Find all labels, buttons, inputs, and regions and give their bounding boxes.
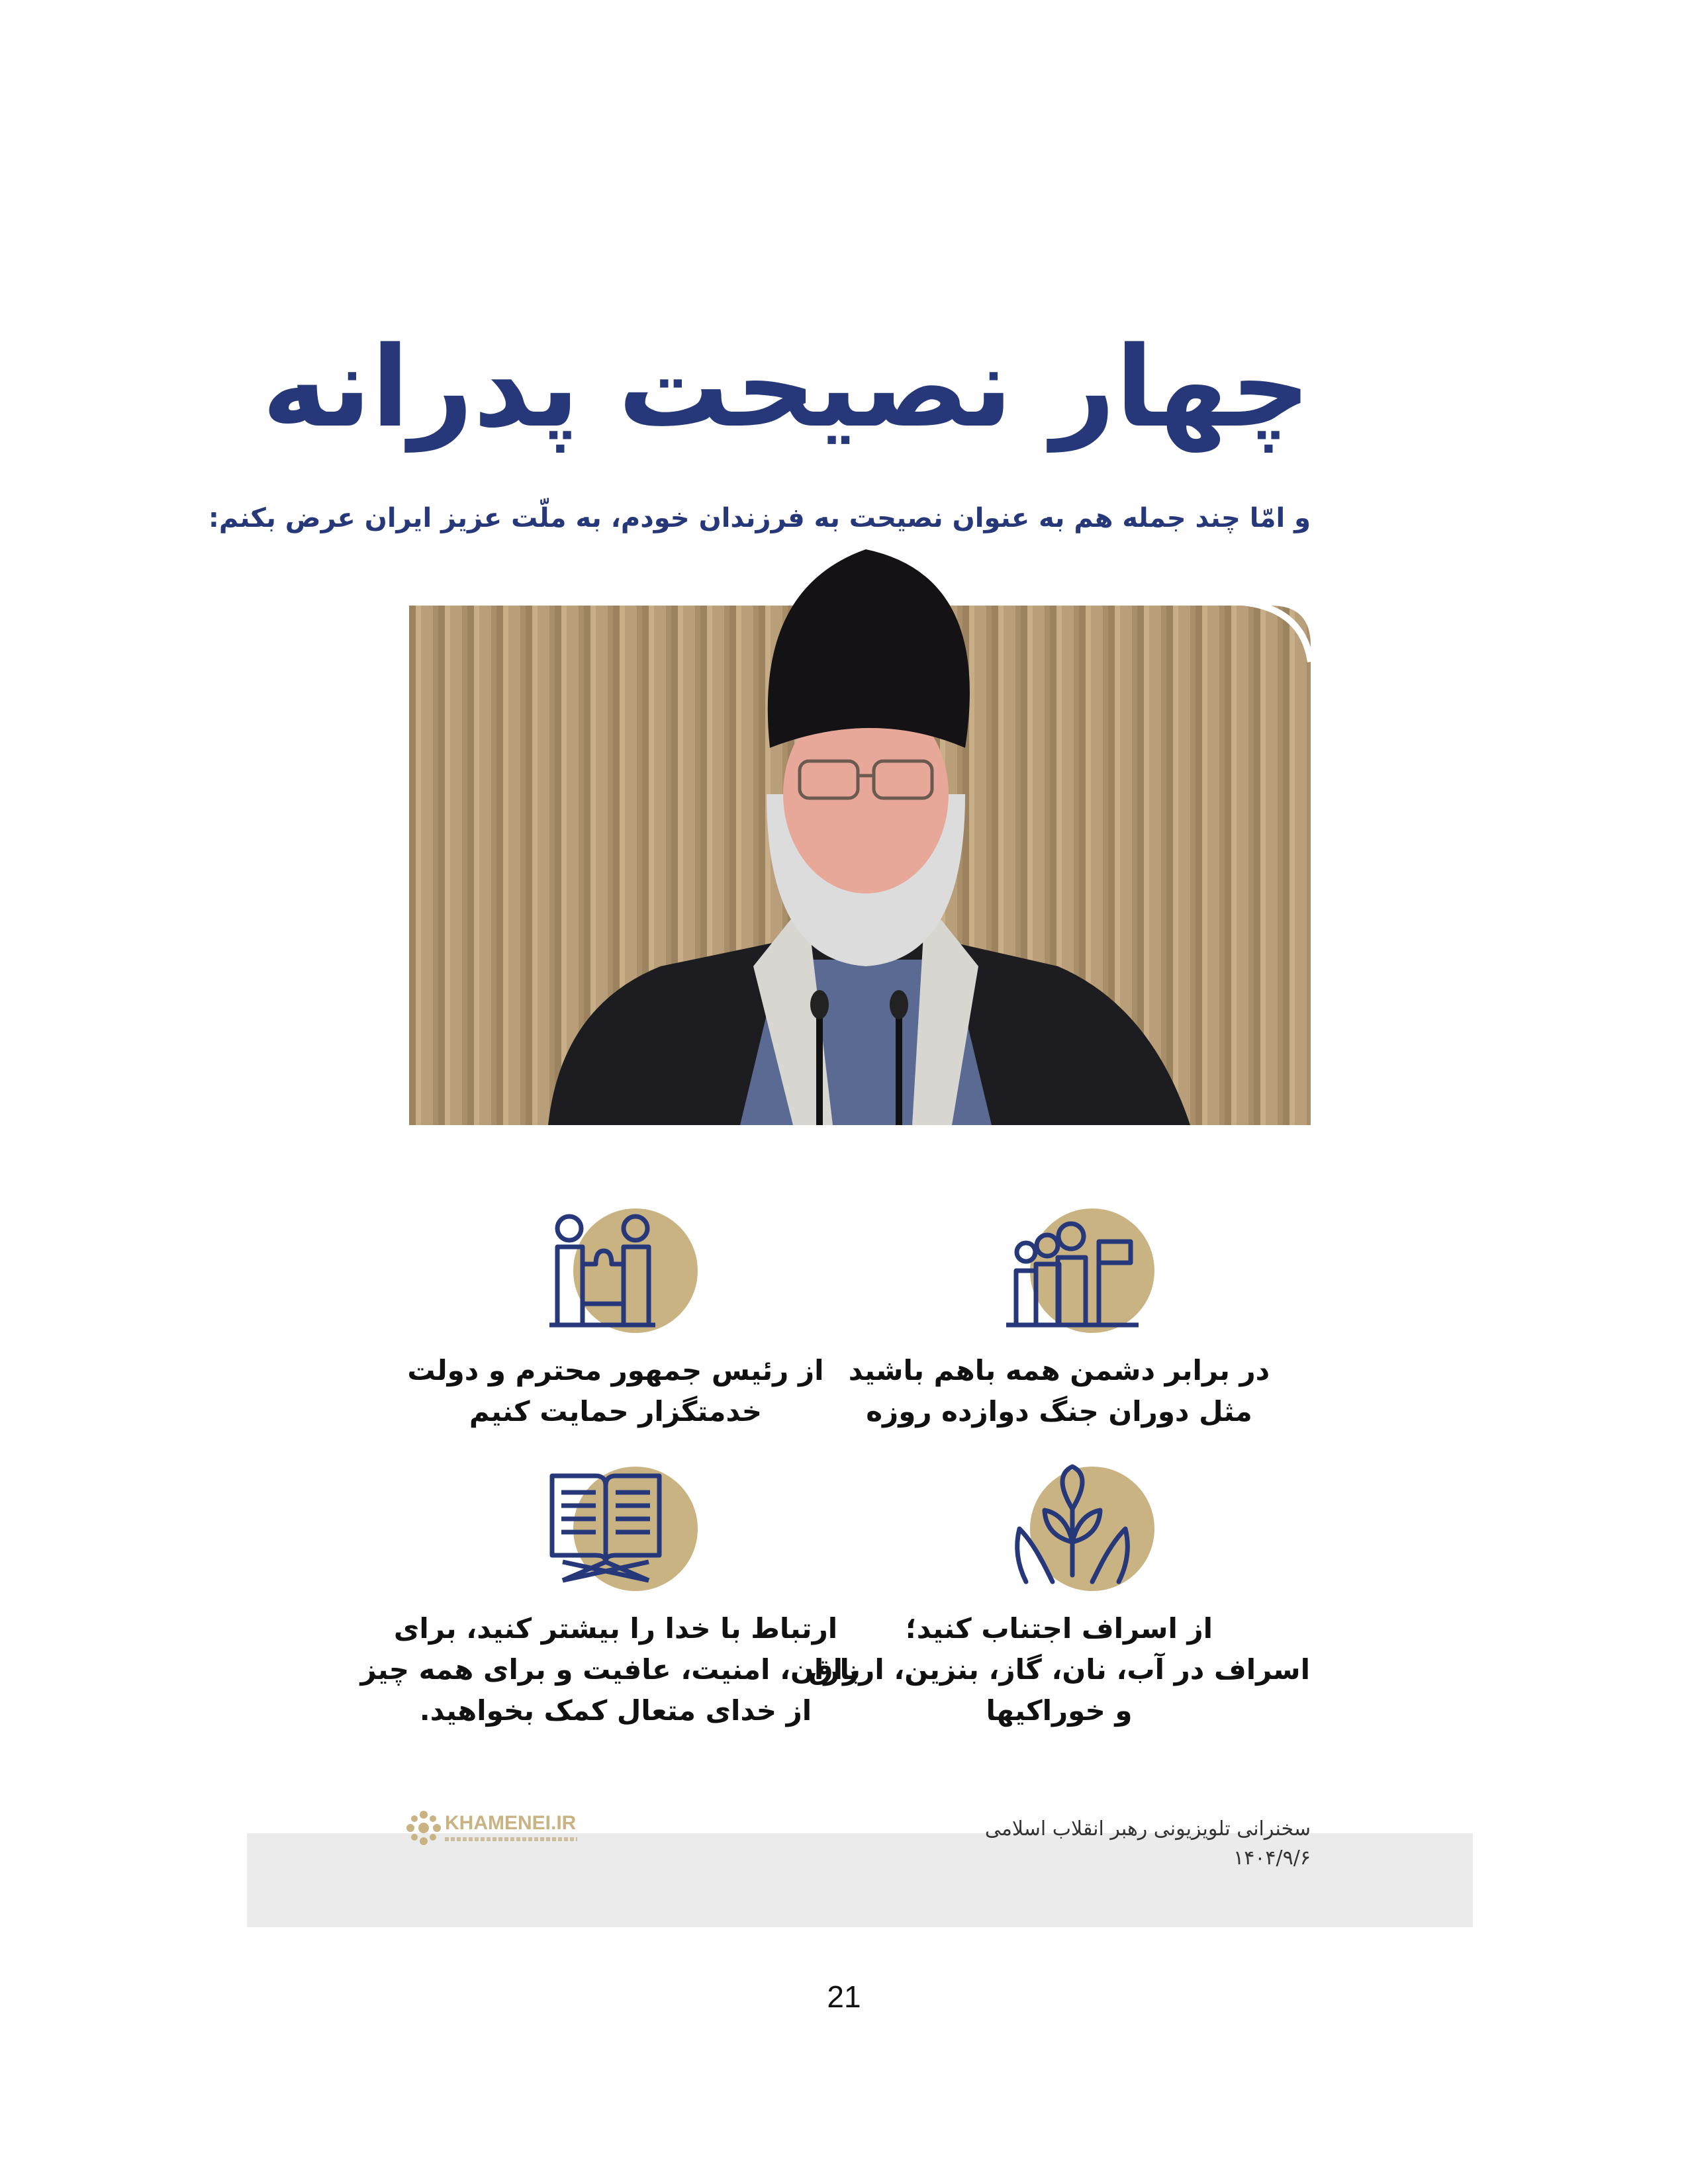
tip-line: از رئیس جمهور محترم و دولت bbox=[407, 1354, 824, 1387]
khamenei-logo bbox=[405, 1808, 590, 1854]
tip-unity-text bbox=[834, 1350, 1284, 1432]
tip-line: در برابر دشمن همه باهم باشید bbox=[848, 1354, 1270, 1387]
tip-line: ارتباط با خدا را بیشتر کنید، برای bbox=[393, 1612, 838, 1645]
page-subtitle: و امّا چند جمله هم به عنوان نصیحت به فرزندان خودم، به ملّت عزیز ایران عرض بکنم: bbox=[208, 503, 1311, 533]
hands-plant-icon bbox=[1000, 1463, 1158, 1595]
people-puzzle-icon bbox=[543, 1205, 702, 1337]
tip-waste-text bbox=[808, 1608, 1311, 1731]
tip-line: مثل دوران جنگ دوازده روزه bbox=[866, 1395, 1252, 1428]
tip-line: و خوراکیها bbox=[986, 1694, 1133, 1727]
people-flag-icon bbox=[1000, 1205, 1158, 1337]
source-date: ۱۴۰۴/۹/۶ bbox=[1233, 1846, 1311, 1870]
tip-line: خدمتگزار حمایت کنیم bbox=[469, 1395, 763, 1428]
tip-line: اسراف در آب، نان، گاز، بنزین، ارزاق bbox=[808, 1653, 1310, 1686]
quran-book-icon bbox=[543, 1463, 702, 1595]
tip-line: باران، امنیت، عافیت و برای همه چیز bbox=[360, 1653, 861, 1686]
logo-emblem-icon bbox=[405, 1809, 442, 1846]
tip-support-text bbox=[391, 1350, 841, 1432]
tip-god-text bbox=[360, 1608, 861, 1731]
tip-line: از خدای متعال کمک بخواهید. bbox=[419, 1694, 812, 1727]
page-number: 21 bbox=[827, 1979, 861, 2014]
page-title: چهار نصیحت پدرانه bbox=[261, 322, 1311, 452]
source-line: سخنرانی تلویزیونی رهبر انقلاب اسلامی bbox=[984, 1817, 1311, 1841]
tip-line: از اسراف اجتناب کنید؛ bbox=[905, 1612, 1213, 1645]
logo-text: KHAMENEI.IR bbox=[445, 1812, 577, 1834]
portrait-photo bbox=[409, 529, 1311, 1125]
logo-subtitle-line bbox=[445, 1837, 577, 1841]
source-caption bbox=[914, 1815, 1311, 1873]
